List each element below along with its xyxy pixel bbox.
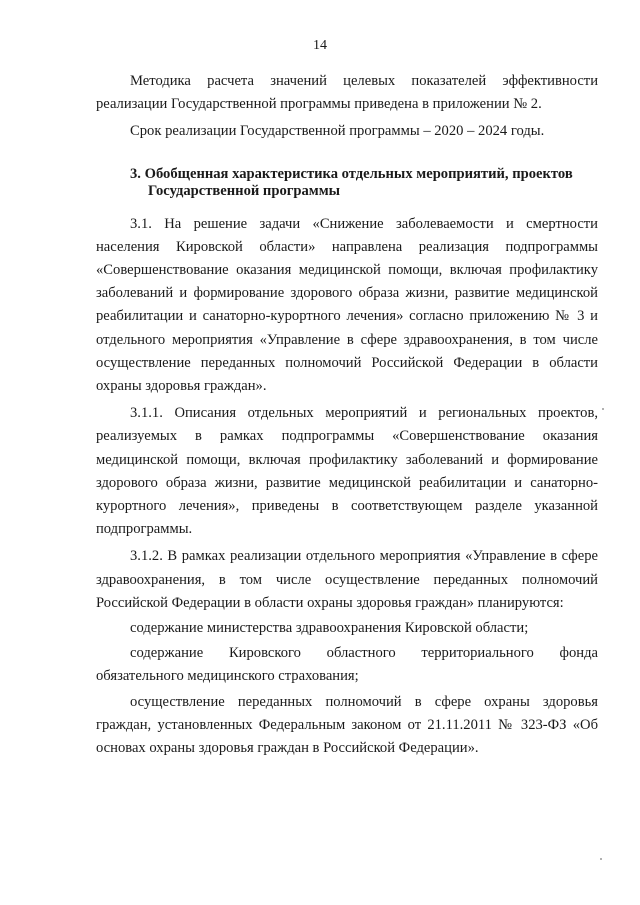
paragraph-methodology: Методика расчета значений целевых показателей эффективности реализации Государственной программы приведена в приложении № 2.: [96, 73, 598, 113]
section-heading: [96, 166, 598, 200]
list-item-fund: содержание Кировского областного территориального фонда обязательного медицинского страхования;: [96, 645, 598, 685]
paragraph-term: Срок реализации Государственной программы – 2020 – 2024 годы.: [130, 123, 545, 140]
list-item-powers: осуществление переданных полномочий в сфере охраны здоровья граждан, установленных Федеральным законом от 21.11.2011 № 323-ФЗ «Об основах охраны здоровья граждан в Российской Федерации».: [96, 693, 598, 757]
document-body: [96, 70, 598, 760]
section-heading-line-1: 3. Обобщенная характеристика отдельных мероприятий, проектов: [130, 165, 573, 182]
list-item-ministry: содержание министерства здравоохранения Кировской области;: [130, 620, 529, 637]
paragraph-3-1: 3.1. На решение задачи «Снижение заболеваемости и смертности населения Кировской области» направлена реализация подпрограммы «Совершенствование оказания медицинской помощи, включая профилактику заболеваний и формирование здорового образа жизни, развитие медицинской реабилитации и санаторно-курортного лечения» согласно приложению № 3 и отдельного мероприятия «Управление в сфере здравоохранения, в том числе осуществление переданных полномочий Российской Федерации в области охраны здоровья граждан».: [96, 215, 598, 395]
page-number: 14: [313, 38, 327, 53]
scan-speck: [600, 858, 602, 860]
paragraph-3-1-1: 3.1.1. Описания отдельных мероприятий и региональных проектов, реализуемых в рамках подпрограммы «Совершенствование оказания медицинской помощи, включая профилактику заболеваний и формирование здорового образа жизни, развитие медицинской реабилитации и санаторно-курортного лечения», приведены в соответствующем разделе указанной подпрограммы.: [96, 405, 598, 538]
paragraph-3-1-2: 3.1.2. В рамках реализации отдельного мероприятия «Управление в сфере здравоохранения, в том числе осуществление переданных полномочий Российской Федерации в области охраны здоровья граждан» планируются:: [96, 548, 598, 611]
scan-speck: [602, 408, 604, 410]
section-heading-line-2: Государственной программы: [148, 182, 341, 199]
